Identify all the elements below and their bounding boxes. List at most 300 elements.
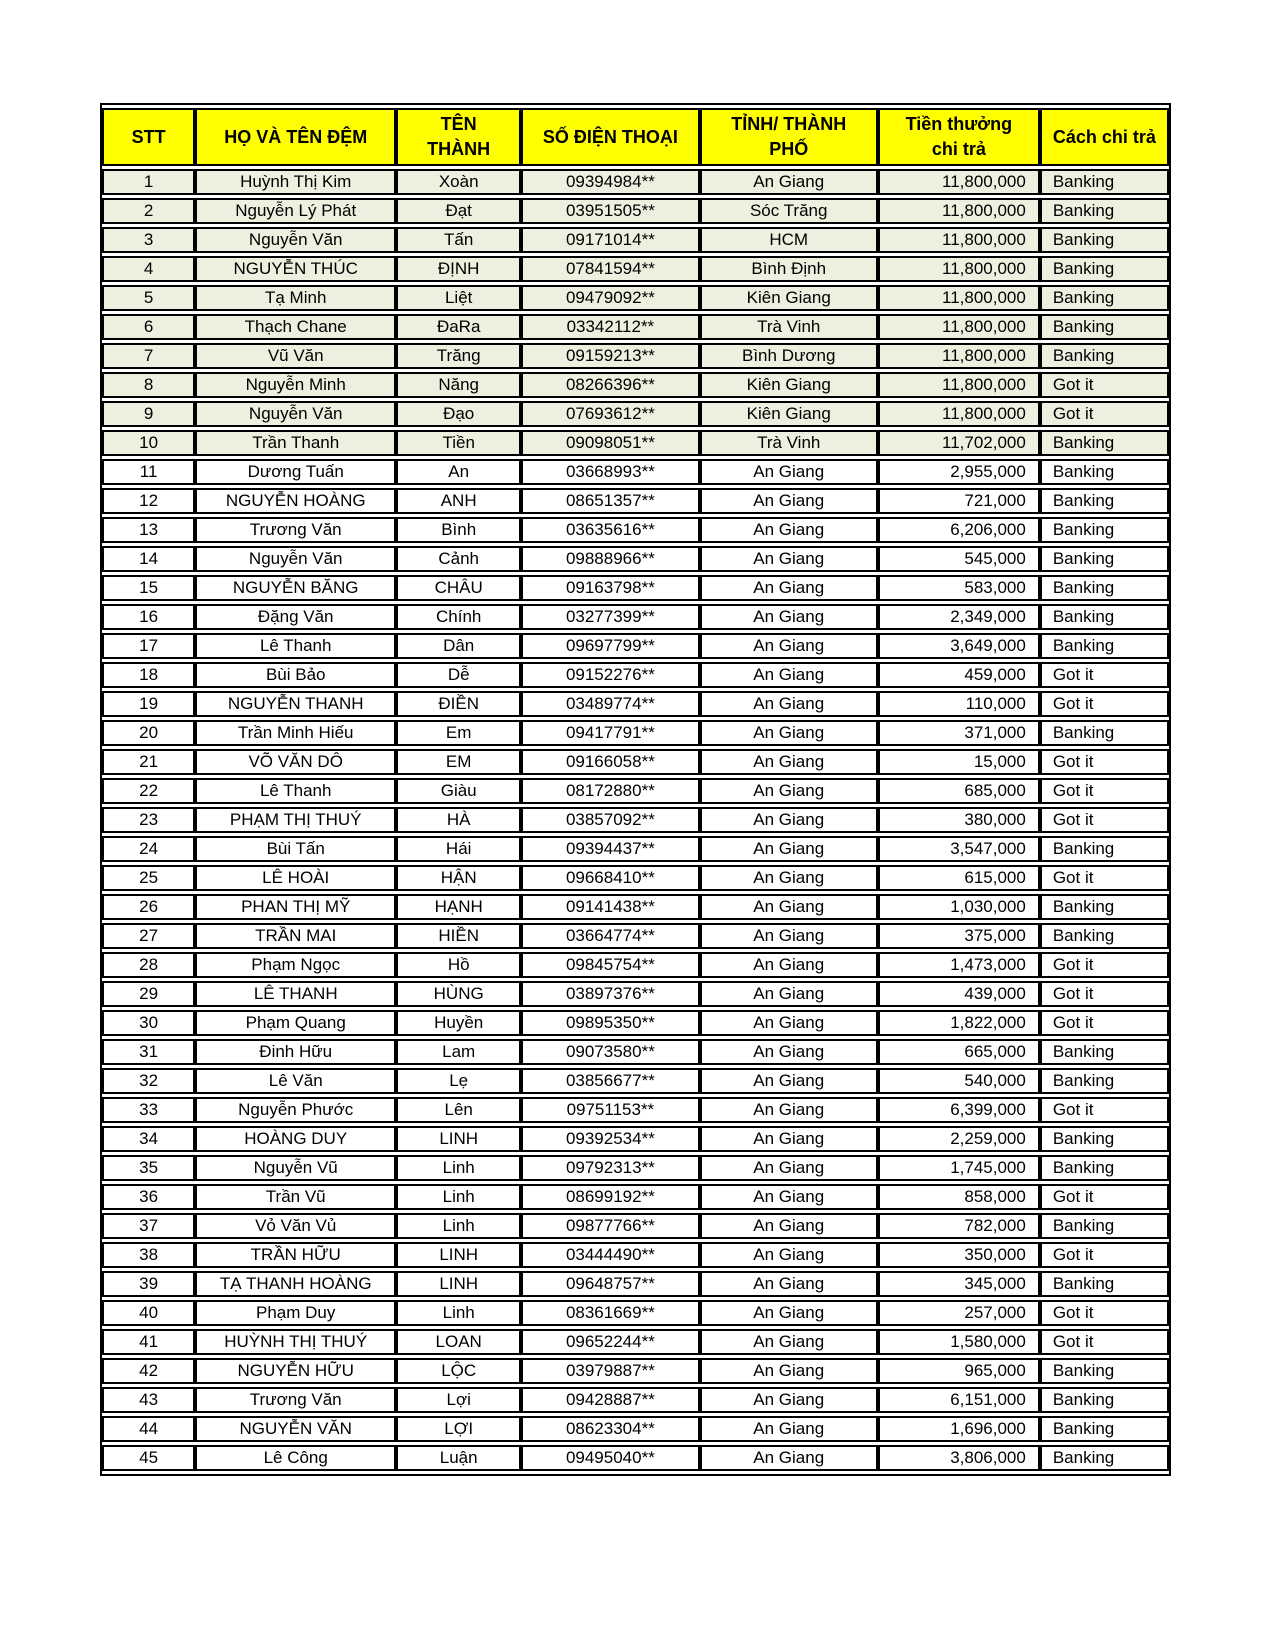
cell-reward: 380,000 [878,807,1040,833]
table-row [102,1416,1169,1442]
table-row [102,1213,1169,1239]
cell-stt: 31 [102,1039,195,1065]
table-row [102,343,1169,369]
cell-phone: 09171014** [521,227,699,253]
cell-reward: 3,547,000 [878,836,1040,862]
header-ten-thanh-label: TÊN THÀNH [427,114,491,159]
cell-phone: 03444490** [521,1242,699,1268]
cell-ten: Liệt [396,285,521,311]
cell-name: NGUYỄN VĂN [195,1416,396,1442]
cell-phone: 03951505** [521,198,699,224]
cell-reward: 2,259,000 [878,1126,1040,1152]
cell-province: An Giang [700,1010,878,1036]
cell-name: Trần Minh Hiếu [195,720,396,746]
cell-ten: Đạo [396,401,521,427]
cell-reward: 6,399,000 [878,1097,1040,1123]
table-row [102,1155,1169,1181]
cell-stt: 34 [102,1126,195,1152]
cell-method: Got it [1040,1097,1169,1123]
cell-province: An Giang [700,488,878,514]
cell-phone: 08623304** [521,1416,699,1442]
cell-stt: 41 [102,1329,195,1355]
cell-ten: LINH [396,1126,521,1152]
cell-ten: Linh [396,1213,521,1239]
cell-stt: 11 [102,459,195,485]
cell-reward: 965,000 [878,1358,1040,1384]
cell-reward: 1,745,000 [878,1155,1040,1181]
cell-reward: 2,955,000 [878,459,1040,485]
cell-stt: 4 [102,256,195,282]
table-row [102,227,1169,253]
cell-stt: 10 [102,430,195,456]
cell-method: Got it [1040,778,1169,804]
cell-phone: 07841594** [521,256,699,282]
cell-name: Tạ Minh [195,285,396,311]
cell-phone: 08361669** [521,1300,699,1326]
cell-name: VÕ VĂN DÔ [195,749,396,775]
cell-stt: 23 [102,807,195,833]
cell-province: An Giang [700,749,878,775]
cell-ten: Luận [396,1445,521,1471]
cell-reward: 11,800,000 [878,227,1040,253]
table-row [102,865,1169,891]
cell-name: Đinh Hữu [195,1039,396,1065]
table-row [102,894,1169,920]
cell-stt: 15 [102,575,195,601]
cell-reward: 371,000 [878,720,1040,746]
cell-phone: 09845754** [521,952,699,978]
cell-name: Vỏ Văn Vủ [195,1213,396,1239]
cell-ten: Linh [396,1300,521,1326]
table-row [102,488,1169,514]
cell-phone: 09163798** [521,575,699,601]
cell-phone: 03856677** [521,1068,699,1094]
cell-reward: 1,580,000 [878,1329,1040,1355]
table-row [102,720,1169,746]
cell-province: An Giang [700,1213,878,1239]
cell-method: Banking [1040,1068,1169,1094]
cell-name: NGUYỄN HỮU [195,1358,396,1384]
table-header [102,108,1169,166]
cell-stt: 19 [102,691,195,717]
cell-reward: 350,000 [878,1242,1040,1268]
cell-method: Banking [1040,633,1169,659]
cell-method: Banking [1040,604,1169,630]
cell-name: Trương Văn [195,517,396,543]
cell-name: NGUYỄN BĂNG [195,575,396,601]
table-row [102,604,1169,630]
cell-phone: 03664774** [521,923,699,949]
cell-stt: 18 [102,662,195,688]
cell-ten: Năng [396,372,521,398]
cell-reward: 6,151,000 [878,1387,1040,1413]
cell-province: An Giang [700,1155,878,1181]
cell-phone: 09166058** [521,749,699,775]
cell-stt: 35 [102,1155,195,1181]
table-row [102,198,1169,224]
cell-phone: 09888966** [521,546,699,572]
cell-ten: Hái [396,836,521,862]
cell-province: An Giang [700,1387,878,1413]
table-row [102,1387,1169,1413]
cell-name: NGUYỄN THANH [195,691,396,717]
cell-province: An Giang [700,1039,878,1065]
header-stt [102,108,195,166]
cell-method: Banking [1040,517,1169,543]
cell-province: An Giang [700,923,878,949]
cell-phone: 09495040** [521,1445,699,1471]
cell-province: An Giang [700,1242,878,1268]
cell-reward: 3,806,000 [878,1445,1040,1471]
cell-stt: 7 [102,343,195,369]
cell-reward: 685,000 [878,778,1040,804]
table-row [102,662,1169,688]
table-row [102,923,1169,949]
table-row [102,1184,1169,1210]
cell-reward: 375,000 [878,923,1040,949]
cell-name: Lê Văn [195,1068,396,1094]
header-row [102,108,1169,166]
header-province-label: TỈNH/ THÀNH PHỐ [731,114,847,159]
cell-method: Got it [1040,981,1169,1007]
cell-stt: 17 [102,633,195,659]
cell-province: An Giang [700,1416,878,1442]
cell-ten: Lên [396,1097,521,1123]
cell-stt: 32 [102,1068,195,1094]
cell-method: Got it [1040,1329,1169,1355]
cell-province: Kiên Giang [700,372,878,398]
table-row [102,981,1169,1007]
cell-ten: LOAN [396,1329,521,1355]
cell-ten: Lợi [396,1387,521,1413]
table-row [102,546,1169,572]
cell-ten: Bình [396,517,521,543]
cell-name: Nguyễn Vũ [195,1155,396,1181]
cell-ten: ANH [396,488,521,514]
cell-stt: 16 [102,604,195,630]
table-row [102,836,1169,862]
table-body [102,169,1169,1471]
cell-stt: 38 [102,1242,195,1268]
cell-stt: 14 [102,546,195,572]
cell-stt: 8 [102,372,195,398]
cell-method: Banking [1040,256,1169,282]
cell-method: Got it [1040,1300,1169,1326]
cell-ten: Tiền [396,430,521,456]
cell-name: Nguyễn Văn [195,401,396,427]
cell-province: An Giang [700,720,878,746]
cell-stt: 40 [102,1300,195,1326]
header-phone [521,108,699,166]
cell-reward: 1,030,000 [878,894,1040,920]
cell-reward: 1,696,000 [878,1416,1040,1442]
cell-phone: 09648757** [521,1271,699,1297]
table-row [102,372,1169,398]
cell-province: An Giang [700,546,878,572]
cell-ten: Xoàn [396,169,521,195]
table-row [102,401,1169,427]
cell-method: Got it [1040,1010,1169,1036]
header-reward [878,108,1040,166]
cell-phone: 09428887** [521,1387,699,1413]
cell-phone: 09479092** [521,285,699,311]
cell-ten: CHÂU [396,575,521,601]
cell-ten: ĐaRa [396,314,521,340]
table-row [102,1039,1169,1065]
cell-method: Banking [1040,198,1169,224]
cell-method: Banking [1040,894,1169,920]
cell-province: An Giang [700,807,878,833]
cell-phone: 09751153** [521,1097,699,1123]
cell-stt: 30 [102,1010,195,1036]
cell-name: LÊ THANH [195,981,396,1007]
cell-province: An Giang [700,633,878,659]
table-row [102,459,1169,485]
cell-reward: 6,206,000 [878,517,1040,543]
cell-phone: 09877766** [521,1213,699,1239]
cell-reward: 2,349,000 [878,604,1040,630]
cell-province: An Giang [700,836,878,862]
cell-ten: Lẹ [396,1068,521,1094]
cell-method: Banking [1040,430,1169,456]
cell-ten: HẬN [396,865,521,891]
cell-reward: 3,649,000 [878,633,1040,659]
cell-method: Banking [1040,488,1169,514]
cell-ten: HÀ [396,807,521,833]
cell-name: Nguyễn Phước [195,1097,396,1123]
cell-reward: 15,000 [878,749,1040,775]
cell-province: An Giang [700,575,878,601]
header-method-label: Cách chi trả [1052,126,1156,147]
cell-stt: 2 [102,198,195,224]
cell-phone: 08699192** [521,1184,699,1210]
cell-province: An Giang [700,1329,878,1355]
table-row [102,314,1169,340]
cell-name: TẠ THANH HOÀNG [195,1271,396,1297]
cell-reward: 782,000 [878,1213,1040,1239]
table-row [102,169,1169,195]
header-province [700,108,878,166]
cell-stt: 25 [102,865,195,891]
cell-ten: ĐỊNH [396,256,521,282]
cell-ten: Lam [396,1039,521,1065]
cell-reward: 11,702,000 [878,430,1040,456]
cell-phone: 09073580** [521,1039,699,1065]
cell-name: Lê Thanh [195,778,396,804]
cell-name: Thạch Chane [195,314,396,340]
cell-province: An Giang [700,517,878,543]
cell-phone: 03342112** [521,314,699,340]
cell-stt: 33 [102,1097,195,1123]
cell-name: Bùi Tấn [195,836,396,862]
cell-method: Banking [1040,1445,1169,1471]
cell-stt: 24 [102,836,195,862]
cell-province: An Giang [700,778,878,804]
cell-ten: Cảnh [396,546,521,572]
cell-stt: 37 [102,1213,195,1239]
cell-name: Lê Công [195,1445,396,1471]
cell-province: An Giang [700,952,878,978]
cell-method: Banking [1040,343,1169,369]
cell-province: An Giang [700,1097,878,1123]
cell-province: An Giang [700,1271,878,1297]
cell-phone: 09652244** [521,1329,699,1355]
cell-name: Trần Vũ [195,1184,396,1210]
cell-method: Got it [1040,865,1169,891]
cell-province: An Giang [700,459,878,485]
cell-reward: 11,800,000 [878,285,1040,311]
cell-method: Banking [1040,836,1169,862]
cell-method: Banking [1040,575,1169,601]
cell-province: Trà Vinh [700,430,878,456]
cell-ten: HÙNG [396,981,521,1007]
cell-province: Bình Dương [700,343,878,369]
cell-phone: 09141438** [521,894,699,920]
cell-stt: 6 [102,314,195,340]
cell-name: Nguyễn Văn [195,546,396,572]
table-row [102,285,1169,311]
cell-ten: Em [396,720,521,746]
cell-method: Banking [1040,1387,1169,1413]
cell-name: Phạm Ngọc [195,952,396,978]
cell-method: Got it [1040,1184,1169,1210]
cell-name: HUỲNH THỊ THUÝ [195,1329,396,1355]
cell-method: Banking [1040,169,1169,195]
cell-reward: 11,800,000 [878,256,1040,282]
cell-stt: 45 [102,1445,195,1471]
cell-phone: 08172880** [521,778,699,804]
cell-reward: 858,000 [878,1184,1040,1210]
cell-province: Kiên Giang [700,285,878,311]
table-row [102,1126,1169,1152]
cell-phone: 03668993** [521,459,699,485]
cell-reward: 110,000 [878,691,1040,717]
cell-phone: 09417791** [521,720,699,746]
cell-ten: LỢI [396,1416,521,1442]
cell-province: An Giang [700,1358,878,1384]
table-row [102,807,1169,833]
cell-method: Got it [1040,372,1169,398]
cell-stt: 3 [102,227,195,253]
table-row [102,1271,1169,1297]
cell-method: Banking [1040,227,1169,253]
cell-method: Got it [1040,401,1169,427]
cell-method: Banking [1040,1358,1169,1384]
cell-method: Got it [1040,952,1169,978]
cell-stt: 1 [102,169,195,195]
cell-ten: Tấn [396,227,521,253]
cell-reward: 583,000 [878,575,1040,601]
cell-province: Sóc Trăng [700,198,878,224]
cell-stt: 27 [102,923,195,949]
cell-name: Vũ Văn [195,343,396,369]
cell-ten: LINH [396,1271,521,1297]
table-row [102,430,1169,456]
cell-reward: 345,000 [878,1271,1040,1297]
cell-reward: 11,800,000 [878,169,1040,195]
cell-province: Kiên Giang [700,401,878,427]
header-phone-label: SỐ ĐIỆN THOẠI [542,126,678,147]
cell-phone: 03979887** [521,1358,699,1384]
cell-stt: 44 [102,1416,195,1442]
cell-phone: 09392534** [521,1126,699,1152]
cell-ten: LỘC [396,1358,521,1384]
cell-ten: Linh [396,1155,521,1181]
cell-reward: 439,000 [878,981,1040,1007]
cell-name: PHAN THỊ MỸ [195,894,396,920]
header-reward-label: Tiền thưởng chi trả [905,114,1013,159]
cell-method: Banking [1040,1213,1169,1239]
cell-method: Got it [1040,1242,1169,1268]
header-name [195,108,396,166]
reward-payout-table [100,103,1171,1476]
cell-method: Banking [1040,459,1169,485]
cell-reward: 459,000 [878,662,1040,688]
cell-phone: 09668410** [521,865,699,891]
cell-stt: 9 [102,401,195,427]
cell-province: An Giang [700,691,878,717]
cell-province: An Giang [700,1126,878,1152]
cell-phone: 08651357** [521,488,699,514]
cell-method: Banking [1040,314,1169,340]
cell-ten: Chính [396,604,521,630]
cell-method: Got it [1040,662,1169,688]
cell-province: An Giang [700,1300,878,1326]
table-row [102,256,1169,282]
table-row [102,633,1169,659]
cell-reward: 1,822,000 [878,1010,1040,1036]
cell-name: Nguyễn Minh [195,372,396,398]
cell-stt: 26 [102,894,195,920]
cell-ten: An [396,459,521,485]
cell-province: An Giang [700,1068,878,1094]
cell-province: An Giang [700,981,878,1007]
cell-phone: 07693612** [521,401,699,427]
cell-phone: 09394437** [521,836,699,862]
cell-ten: EM [396,749,521,775]
cell-phone: 09895350** [521,1010,699,1036]
cell-reward: 11,800,000 [878,198,1040,224]
cell-phone: 03489774** [521,691,699,717]
cell-ten: Đạt [396,198,521,224]
header-stt-label: STT [131,126,166,147]
cell-ten: Hồ [396,952,521,978]
cell-name: Bùi Bảo [195,662,396,688]
cell-reward: 11,800,000 [878,314,1040,340]
cell-phone: 09159213** [521,343,699,369]
table-row [102,1358,1169,1384]
cell-method: Banking [1040,1155,1169,1181]
cell-stt: 39 [102,1271,195,1297]
cell-stt: 36 [102,1184,195,1210]
cell-name: Nguyễn Văn [195,227,396,253]
cell-reward: 1,473,000 [878,952,1040,978]
cell-ten: HIỀN [396,923,521,949]
cell-reward: 721,000 [878,488,1040,514]
cell-name: Trương Văn [195,1387,396,1413]
cell-name: Phạm Duy [195,1300,396,1326]
cell-province: Bình Định [700,256,878,282]
cell-phone: 03897376** [521,981,699,1007]
cell-reward: 665,000 [878,1039,1040,1065]
cell-province: An Giang [700,1445,878,1471]
cell-stt: 22 [102,778,195,804]
cell-ten: Dân [396,633,521,659]
cell-name: Trần Thanh [195,430,396,456]
cell-ten: Trăng [396,343,521,369]
cell-phone: 09792313** [521,1155,699,1181]
cell-name: Phạm Quang [195,1010,396,1036]
